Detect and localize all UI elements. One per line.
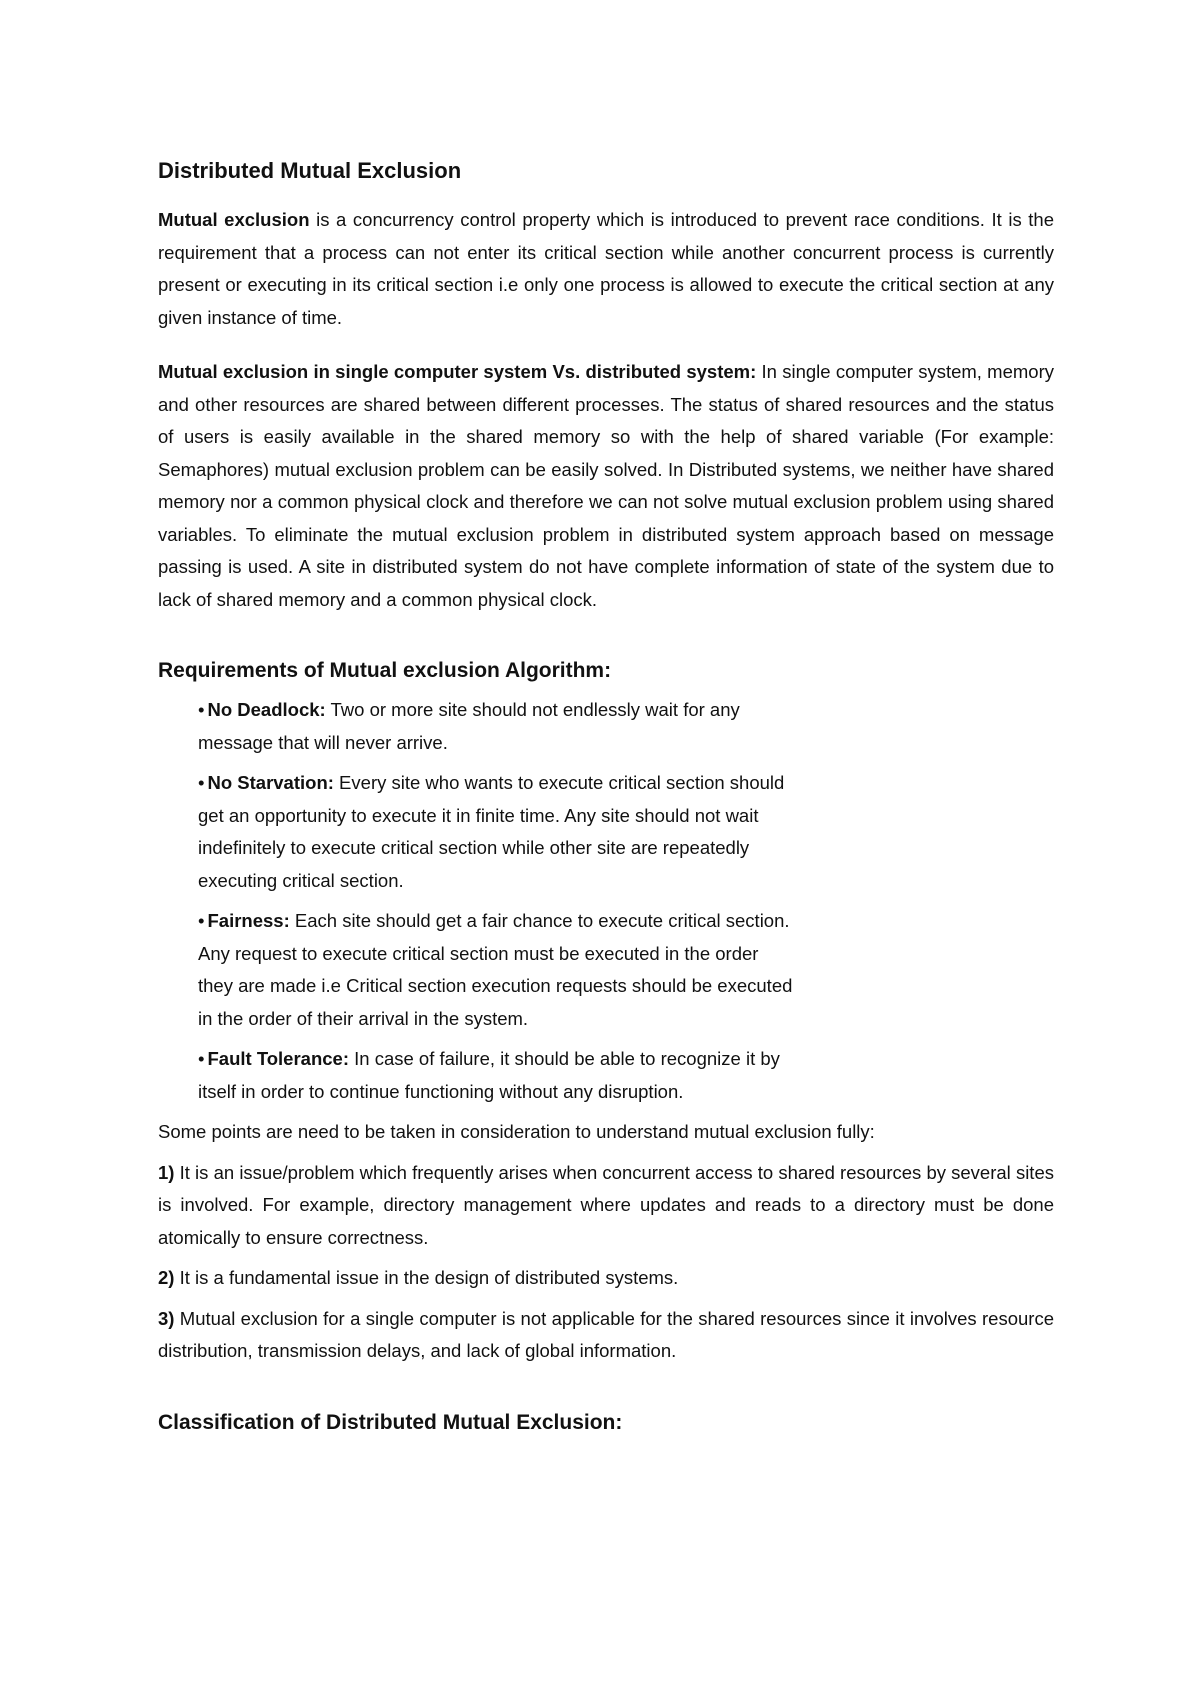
- document-page: [158, 156, 1054, 1438]
- bullet-icon: •: [198, 772, 205, 793]
- bullet-icon: •: [198, 699, 205, 720]
- points-lead: Some points are need to be taken in consideration to understand mutual exclusion fully:: [158, 1121, 875, 1142]
- list-item: [198, 905, 798, 1035]
- requirement-text: In case of failure, it should be able to recognize it by itself in order to continue functioning without any disruption.: [198, 1048, 780, 1102]
- point-3: [158, 1303, 1054, 1368]
- bullet-icon: •: [198, 1048, 205, 1069]
- requirement-term: Fault Tolerance:: [207, 1048, 349, 1069]
- comparison-text: In single computer system, memory and other resources are shared between different processes. The status of shared resources and the status of users is easily available in the shared memory so with the help of shared variable (For example: Semaphores) mutual exclusion problem can be easily solved. In Distributed systems, we neither have shared memory nor a common physical clock and therefore we can not solve mutual exclusion problem using shared variables. To eliminate the mutual exclusion problem in distributed system approach based on message passing is used. A site in distributed system do not have complete information of state of the system due to lack of shared memory and a common physical clock.: [158, 361, 1054, 610]
- bullet-icon: •: [198, 910, 205, 931]
- point-1: [158, 1157, 1054, 1255]
- point-2: [158, 1262, 1054, 1295]
- requirement-text: Two or more site should not endlessly wait for any message that will never arrive.: [198, 699, 740, 753]
- requirement-text: Every site who wants to execute critical section should get an opportunity to execute it in finite time. Any site should not wait indefinitely to execute critical section while other site are repeatedly executing critical section.: [198, 772, 785, 891]
- requirement-term: Fairness:: [207, 910, 290, 931]
- intro-term: Mutual exclusion: [158, 209, 310, 230]
- comparison-paragraph: [158, 356, 1054, 616]
- intro-text: is a concurrency control property which is introduced to prevent race conditions. It is the requirement that a process can not enter its critical section while another concurrent process is currently present or executing in its critical section i.e only one process is allowed to execute the critical section at any given instance of time.: [158, 209, 1055, 328]
- point-text: It is an issue/problem which frequently arises when concurrent access to shared resources by several sites is involved. For example, directory management where updates and reads to a directory must be done atomically to ensure correctness.: [158, 1161, 1054, 1248]
- page-title: Distributed Mutual Exclusion: [158, 158, 462, 183]
- list-item: [198, 767, 798, 897]
- point-number: 3): [158, 1307, 175, 1329]
- comparison-term: Mutual exclusion in single computer system Vs. distributed system:: [158, 361, 757, 382]
- intro-paragraph: [158, 204, 1054, 334]
- point-text: It is a fundamental issue in the design of distributed systems.: [174, 1267, 679, 1288]
- classification-heading: Classification of Distributed Mutual Exclusion:: [158, 1410, 623, 1434]
- point-number: 2): [158, 1267, 175, 1288]
- requirements-heading: Requirements of Mutual exclusion Algorithm:: [158, 659, 612, 682]
- point-number: 1): [158, 1161, 175, 1183]
- requirements-list: [198, 694, 798, 1108]
- list-item: [198, 694, 798, 759]
- point-text: Mutual exclusion for a single computer is not applicable for the shared resources since it involves resource distribution, transmission delays, and lack of global information.: [158, 1307, 1054, 1361]
- list-item: [198, 1043, 798, 1108]
- requirement-text: Each site should get a fair chance to execute critical section. Any request to execute critical section must be executed in the order they are made i.e Critical section execution requests should be executed in the order of their arrival in the system.: [198, 910, 793, 1029]
- requirement-term: No Starvation:: [207, 772, 334, 793]
- requirement-term: No Deadlock:: [207, 699, 326, 720]
